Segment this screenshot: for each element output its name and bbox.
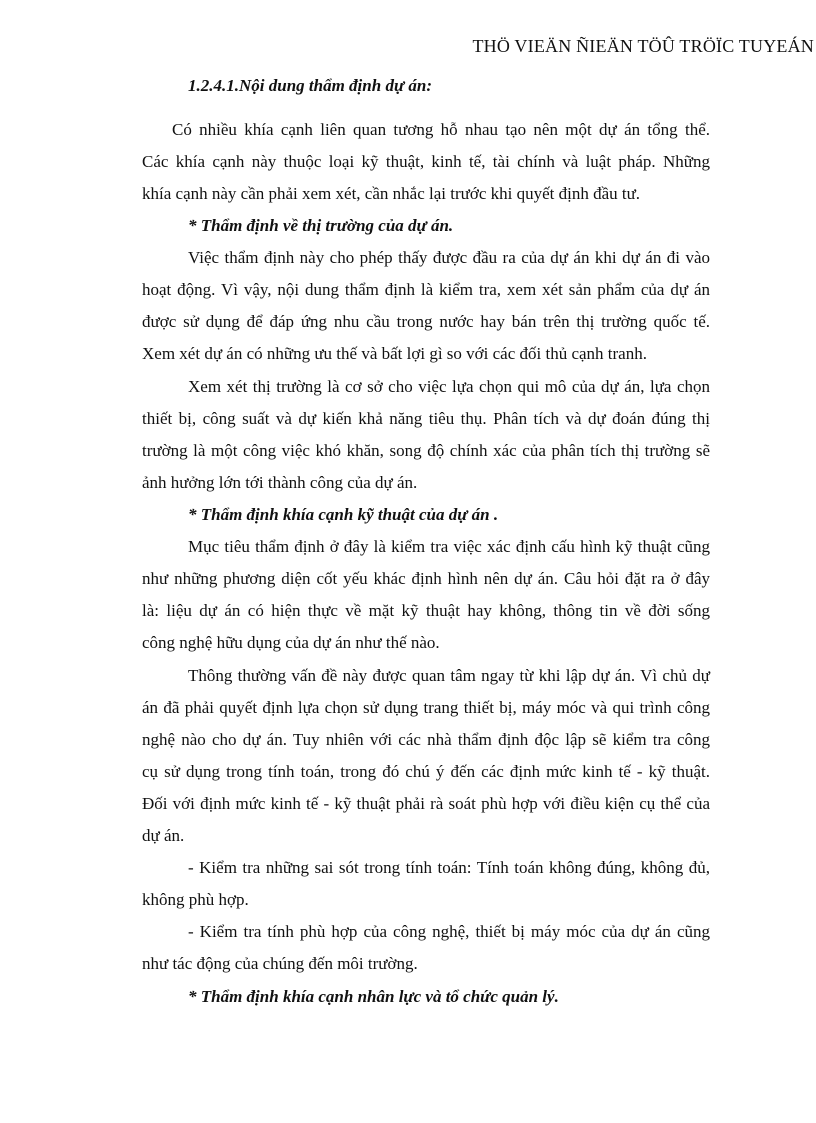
list-item-continuation: như tác động của chúng đến môi trường. [142, 954, 418, 973]
list-item-continuation: không phù hợp. [142, 890, 249, 909]
paragraph-line: Mục tiêu thẩm định ở đây là kiểm tra việc xác định cấu hình kỹ thuật cũng [188, 537, 710, 556]
paragraph-line: Xem xét thị trường là cơ sở cho việc lựa chọn qui mô của dự án, lựa chọn [188, 377, 710, 396]
paragraph-line: cụ sử dụng trong tính toán, trong đó chú ý đến các định mức kinh tế - kỹ thuật. [142, 762, 710, 781]
paragraph-line: Đối với định mức kinh tế - kỹ thuật phải rà soát phù hợp với điều kiện cụ thể của [142, 794, 710, 813]
paragraph-line: hoạt động. Vì vậy, nội dung thẩm định là kiểm tra, xem xét sản phẩm của dự án [142, 280, 710, 299]
section-heading: 1.2.4.1.Nội dung thẩm định dự án: [188, 76, 432, 95]
subsection-heading: * Thẩm định khía cạnh nhân lực và tổ chức quản lý. [188, 987, 559, 1006]
page-header-title: THÖ VIEÄN ÑIEÄN TÖÛ TRÖÏC TUYEÁN [472, 36, 814, 56]
list-item: - Kiểm tra những sai sót trong tính toán: Tính toán không đúng, không đủ, [188, 858, 710, 877]
paragraph-line: nghệ nào cho dự án. Tuy nhiên với các nhà thẩm định độc lập sẽ kiểm tra công [142, 730, 710, 749]
paragraph-line: là: liệu dự án có hiện thực về mặt kỹ thuật hay không, thông tin về đời sống [142, 601, 710, 620]
paragraph-line: dự án. [142, 826, 185, 845]
paragraph-line: thiết bị, công suất và dự kiến khả năng tiêu thụ. Phân tích và dự đoán đúng thị [142, 409, 710, 428]
paragraph-line: Các khía cạnh này thuộc loại kỹ thuật, kinh tế, tài chính và luật pháp. Những [142, 152, 710, 171]
paragraph-line: như những phương diện cốt yếu khác định hình nên dự án. Câu hỏi đặt ra ở đây [142, 569, 710, 588]
paragraph-line: khía cạnh này cần phải xem xét, cần nhắc lại trước khi quyết định đầu tư. [142, 184, 641, 203]
paragraph-line: án đã phải quyết định lựa chọn sử dụng trang thiết bị, máy móc và qui trình công [142, 698, 710, 717]
paragraph-line: trường là một công việc khó khăn, song độ chính xác của phân tích thị trường sẽ [142, 441, 710, 460]
list-item: - Kiểm tra tính phù hợp của công nghệ, thiết bị máy móc của dự án cũng [188, 922, 710, 941]
paragraph-line: được sử dụng để đáp ứng nhu cầu trong nước hay bán trên thị trường quốc tế. [142, 312, 710, 331]
paragraph-line: ảnh hưởng lớn tới thành công của dự án. [142, 473, 418, 492]
paragraph-line: Thông thường vấn đề này được quan tâm ngay từ khi lập dự án. Vì chủ dự [188, 666, 710, 685]
subsection-heading: * Thẩm định khía cạnh kỹ thuật của dự án . [188, 505, 499, 524]
subsection-heading: * Thẩm định về thị trường của dự án. [188, 216, 454, 235]
paragraph-line: Việc thẩm định này cho phép thấy được đầu ra của dự án khi dự án đi vào [188, 248, 710, 267]
paragraph-line: công nghệ hữu dụng của dự án như thế nào. [142, 633, 440, 652]
paragraph-line: Có nhiều khía cạnh liên quan tương hỗ nhau tạo nên một dự án tổng thể. [172, 120, 710, 139]
paragraph-line: Xem xét dự án có những ưu thế và bất lợi gì so với các đối thủ cạnh tranh. [142, 344, 647, 363]
